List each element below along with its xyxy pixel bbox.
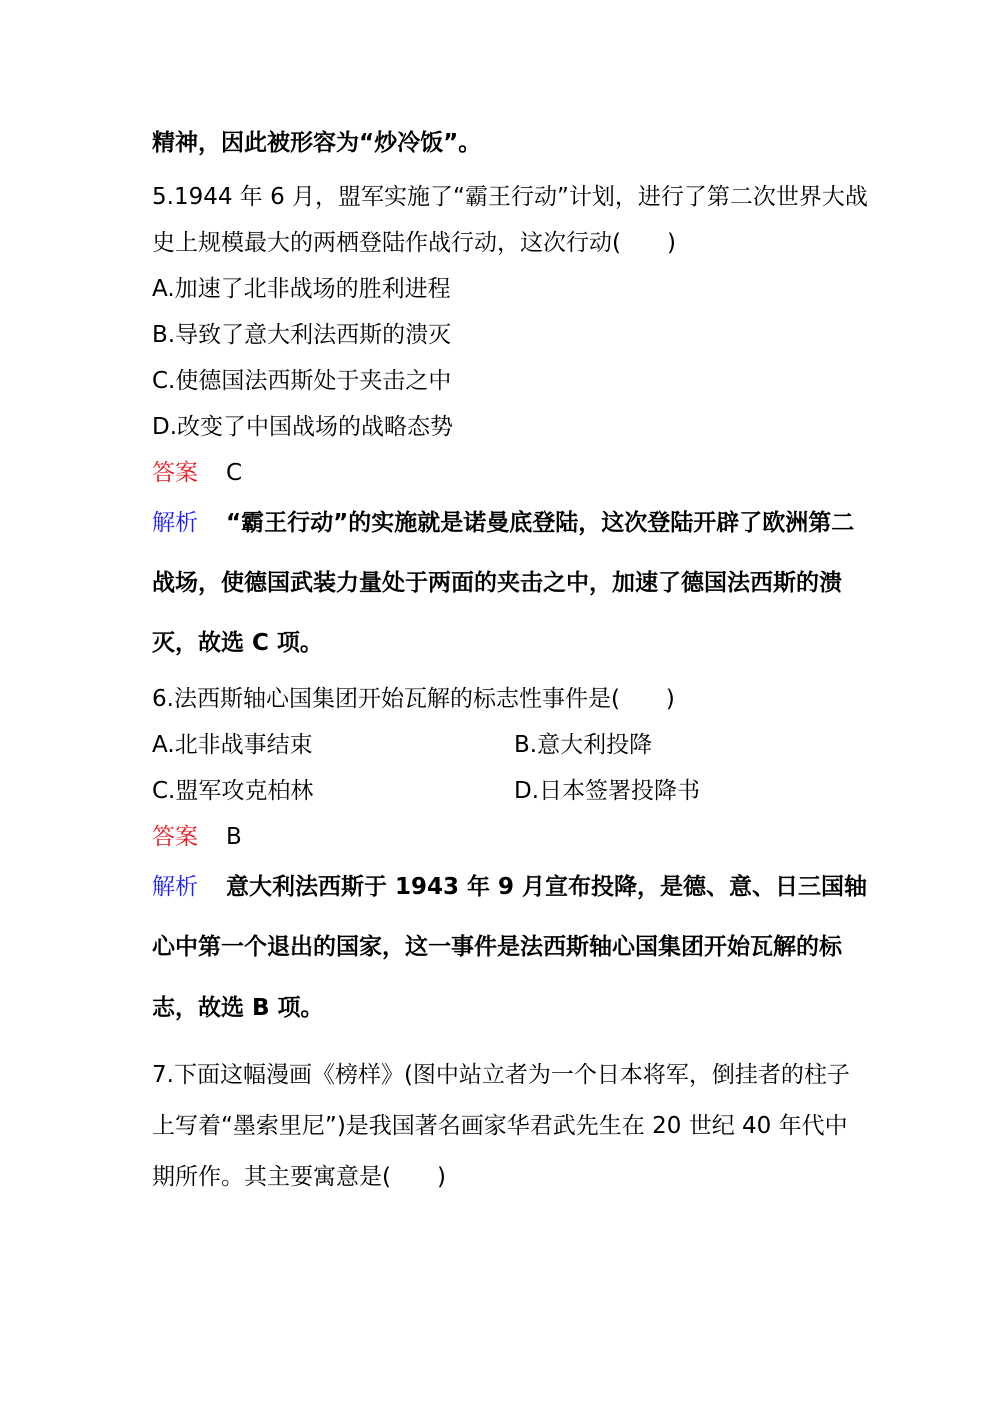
question-6-option-b: B.意大利投降 <box>514 732 653 758</box>
question-6-option-a: A.北非战事结束 <box>152 732 313 758</box>
question-5-answer <box>152 458 242 488</box>
question-5-option-a: A.加速了北非战场的胜利进程 <box>152 276 451 302</box>
question-5-analysis-end: 灭，故选 C 项。 <box>152 630 323 656</box>
question-6-option-d: D.日本签署投降书 <box>514 778 701 804</box>
question-5-stem-cont: 史上规模最大的两栖登陆作战行动，这次行动( ) <box>152 230 676 256</box>
answer-label: 答案 <box>152 460 198 486</box>
answer-value: B <box>226 824 242 850</box>
text-line: 精神，因此被形容为“炒冷饭”。 <box>152 130 482 156</box>
analysis-text: 意大利法西斯于 1943 年 9 月宣布投降，是德、意、日三国轴 <box>226 874 868 900</box>
question-7-stem-cont: 上写着“墨索里尼”)是我国著名画家华君武先生在 20 世纪 40 年代中 <box>152 1113 848 1139</box>
analysis-label: 解析 <box>152 510 198 536</box>
question-7-stem: 7.下面这幅漫画《榜样》(图中站立者为一个日本将军，倒挂者的柱子 <box>152 1062 850 1088</box>
question-5-stem: 5.1944 年 6 月，盟军实施了“霸王行动”计划，进行了第二次世界大战 <box>152 184 868 210</box>
analysis-text: “霸王行动”的实施就是诺曼底登陆，这次登陆开辟了欧洲第二 <box>226 510 855 536</box>
question-6-option-c: C.盟军攻克柏林 <box>152 778 314 804</box>
question-5-option-b: B.导致了意大利法西斯的溃灭 <box>152 322 452 348</box>
question-6-analysis-cont: 心中第一个退出的国家，这一事件是法西斯轴心国集团开始瓦解的标 <box>152 934 842 960</box>
question-7-stem-end: 期所作。其主要寓意是( ) <box>152 1164 446 1190</box>
answer-label: 答案 <box>152 824 198 850</box>
question-6-answer <box>152 822 242 852</box>
question-5-option-d: D.改变了中国战场的战略态势 <box>152 414 454 440</box>
question-5-analysis-cont: 战场，使德国武装力量处于两面的夹击之中，加速了德国法西斯的溃 <box>152 570 842 596</box>
question-5-option-c: C.使德国法西斯处于夹击之中 <box>152 368 452 394</box>
question-5-analysis <box>152 508 854 538</box>
answer-value: C <box>226 460 243 486</box>
question-6-analysis <box>152 872 867 902</box>
question-6-analysis-end: 志，故选 B 项。 <box>152 995 324 1021</box>
question-6-stem: 6.法西斯轴心国集团开始瓦解的标志性事件是( ) <box>152 686 675 712</box>
analysis-label: 解析 <box>152 874 198 900</box>
